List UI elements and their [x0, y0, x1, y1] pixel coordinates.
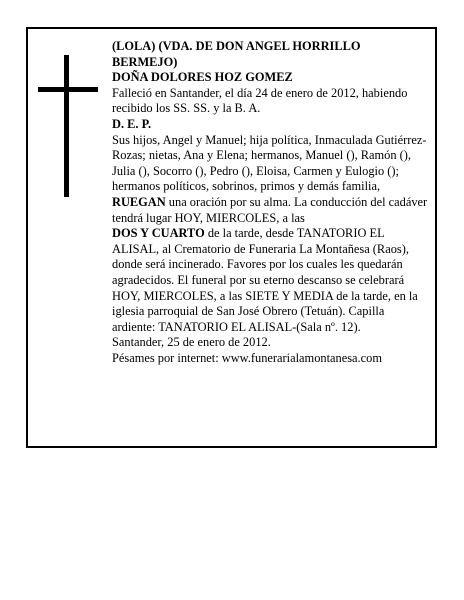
- ceremony-paragraph: [112, 226, 428, 335]
- cross-icon: [38, 55, 98, 197]
- obituary-text: [112, 39, 428, 366]
- heading-line: (LOLA) (VDA. DE DON ANGEL HORRILLO BERMEJO): [112, 39, 361, 69]
- deceased-name: DOÑA DOLORES HOZ GOMEZ: [112, 70, 293, 85]
- request-paragraph: [112, 195, 428, 226]
- rip-line: D. E. P.: [112, 116, 152, 131]
- condolences-line: Pésames por internet: www.funerarialamontanesa.com: [112, 350, 382, 365]
- family-list: Sus hijos, Angel y Manuel; hija política, Inmaculada Gutiérrez-Rozas; nietas, Ana y Elena; hermanos, Manuel (), Ramón (), Julia (), Socorro (), Pedro (), Eloisa, Carmen y Eulogio (); hermanos políticos, sobrinos, primos y demás familia,: [112, 132, 427, 194]
- date-place: Santander, 25 de enero de 2012.: [112, 335, 271, 350]
- cross-horizontal-bar: [38, 87, 98, 92]
- time-bold: DOS Y CUARTO: [112, 226, 205, 241]
- cross-vertical-bar: [64, 55, 69, 197]
- request-text: una oración por su alma. La conducción del cadáver tendrá lugar HOY, MIERCOLES, a las: [112, 194, 428, 225]
- request-bold: RUEGAN: [112, 194, 166, 209]
- ceremony-text: de la tarde, desde TANATORIO EL ALISAL, al Crematorio de Funeraria La Montañesa (Raos), donde será incinerado. Favores por los cuales les quedarán agradecidos. El funeral por su eterno descanso se celebrará HOY, MIERCOLES, a las SIETE Y MEDIA de la tarde, en la iglesia parroquial de San José Obrero (Tetuán). Capilla ardiente: TANATORIO EL ALISAL-(Sala nº. 12).: [112, 226, 418, 334]
- death-notice: Falleció en Santander, el día 24 de enero de 2012, habiendo recibido los SS. SS. y la B. A.: [112, 85, 408, 116]
